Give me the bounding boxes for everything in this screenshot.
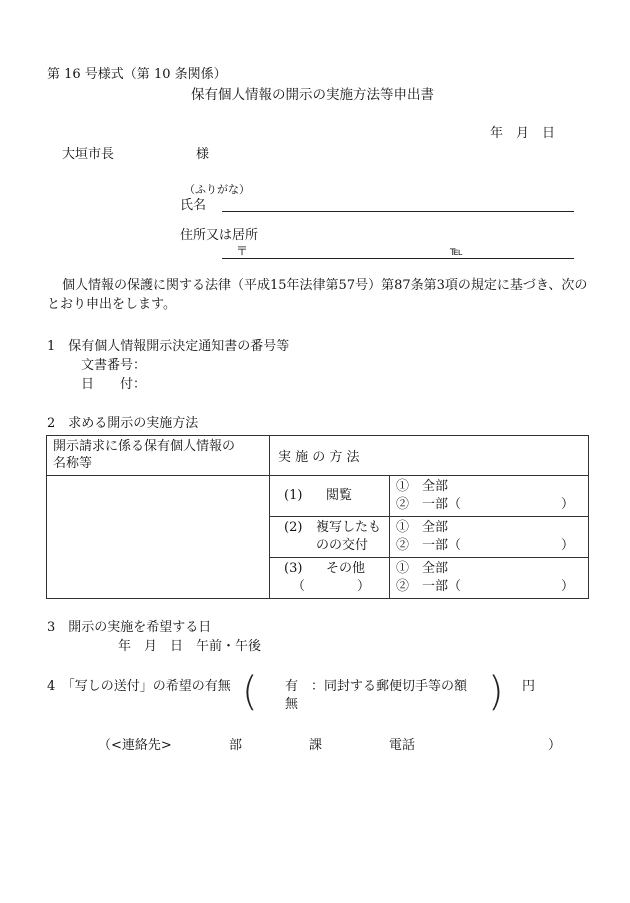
contact-close: ） (548, 738, 562, 753)
method-2-label-line2: のの交付 (316, 538, 369, 553)
method-cell-1 (270, 476, 390, 517)
method-2-option-all[interactable]: ① 全部 (396, 520, 449, 535)
method-3-number: (3) (284, 561, 303, 576)
method-2-number: (2) (284, 520, 303, 535)
statement-line-2: とおり申出をします。 (47, 297, 176, 312)
addressee: 大垣市長 (62, 147, 115, 162)
left-bracket-icon: ( (242, 669, 258, 715)
address-label: 住所又は居所 (180, 228, 259, 243)
method-2-option-part[interactable]: ② 一部（ (396, 538, 462, 553)
method-2-options (390, 517, 589, 558)
section4-heading: 4 「写しの送付」の希望の有無 (47, 679, 231, 694)
address-field-line[interactable] (222, 258, 574, 259)
method-3-label: その他 (326, 561, 366, 576)
disclosure-method-table (46, 435, 589, 599)
mailing-no-option[interactable]: 無 (285, 697, 299, 712)
section2-heading: 2 求める開示の実施方法 (47, 416, 199, 431)
method-2-label-line1: 複写したも (316, 520, 382, 535)
method-1-option-part-close: ） (560, 497, 574, 512)
statement-line-1: 個人情報の保護に関する法律（平成15年法律第57号）第87条第3項の規定に基づき、次の (62, 278, 588, 293)
table-header-info-name (47, 436, 270, 476)
header-method-text: 実 施 の 方 法 (278, 450, 360, 465)
name-label: 氏名 (180, 198, 207, 213)
contact-department: 部 (229, 738, 243, 753)
section3-heading: 3 開示の実施を希望する日 (47, 620, 212, 635)
form-number: 第 16 号様式（第 10 条関係） (47, 67, 227, 82)
method-3-options (390, 558, 589, 599)
method-3-other-field[interactable]: （ ） (292, 579, 371, 594)
method-3-option-all[interactable]: ① 全部 (396, 561, 449, 576)
info-name-cell[interactable] (47, 476, 270, 599)
method-1-label: 閲覧 (326, 488, 353, 503)
method-1-number: (1) (284, 488, 303, 503)
section1-heading: 1 保有個人情報開示決定通知書の番号等 (47, 339, 290, 354)
method-1-option-part[interactable]: ② 一部（ (396, 497, 462, 512)
name-field-line[interactable] (222, 211, 574, 212)
header-info-line2: 名称等 (53, 456, 93, 471)
contact-section: 課 (309, 738, 323, 753)
postal-mark: 〒 (236, 244, 249, 258)
furigana-label: （ふりがな） (184, 183, 250, 196)
contact-phone-label: 電話 (389, 738, 416, 753)
right-bracket-icon: ) (488, 669, 504, 715)
method-3-option-part-close: ） (560, 579, 574, 594)
method-1-option-all[interactable]: ① 全部 (396, 479, 449, 494)
application-date: 年 月 日 (490, 126, 556, 141)
contact-label: （<連絡先> (98, 738, 172, 753)
mailing-yes-option[interactable]: 有 ：同封する郵便切手等の額 (285, 679, 468, 694)
header-info-line1: 開示請求に係る保有個人情報の (53, 439, 236, 454)
method-1-options (390, 476, 589, 517)
doc-date-label: 日 付： (81, 377, 147, 392)
preferred-date-line[interactable]: 年 月 日 午前・午後 (118, 639, 262, 654)
method-2-option-part-close: ） (560, 538, 574, 553)
honorific: 様 (196, 147, 210, 162)
yen-unit: 円 (522, 679, 536, 694)
method-cell-3 (270, 558, 390, 599)
form-title: 保有個人情報の開示の実施方法等申出書 (191, 87, 434, 103)
table-header-method (270, 436, 589, 476)
tel-mark: ℡ (450, 244, 463, 258)
method-3-option-part[interactable]: ② 一部（ (396, 579, 462, 594)
method-cell-2 (270, 517, 390, 558)
doc-number-label: 文書番号： (81, 358, 147, 373)
